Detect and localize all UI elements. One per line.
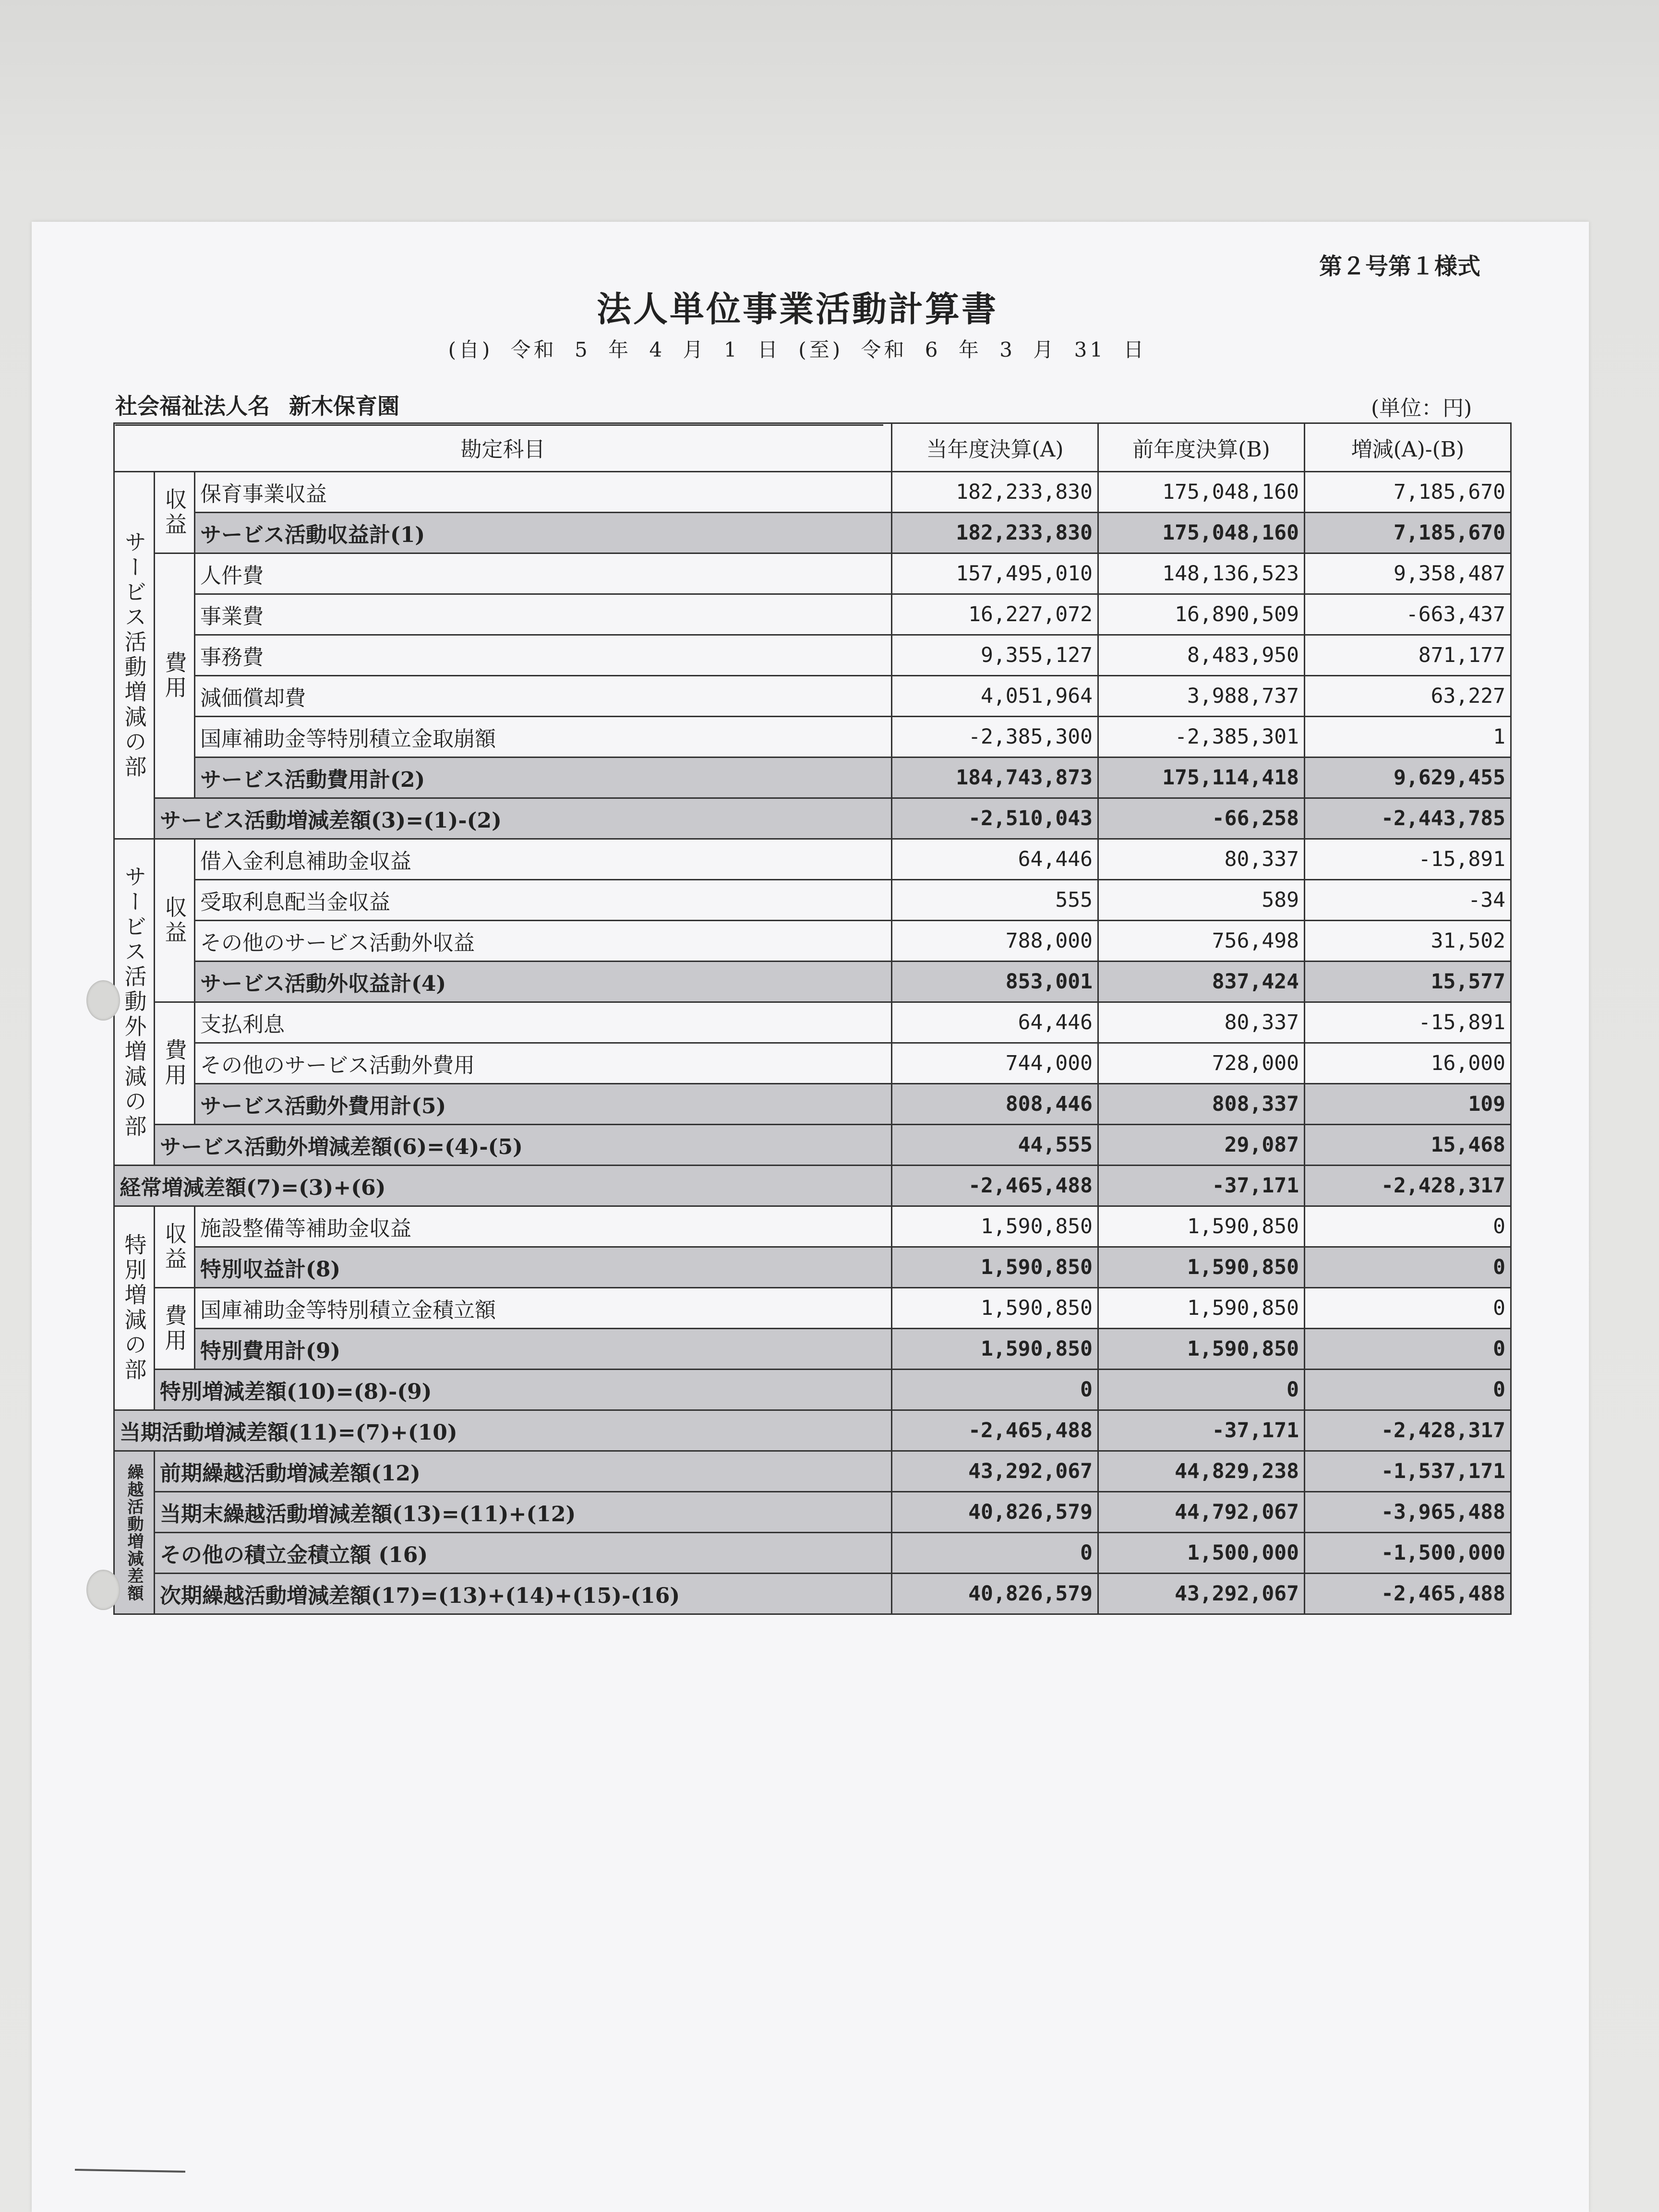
table-row <box>114 635 1511 676</box>
row-label: 支払利息 <box>195 1002 892 1043</box>
value-current: 44,555 <box>892 1125 1098 1166</box>
table-row <box>114 553 1511 594</box>
total-row <box>114 1410 1511 1451</box>
value-diff: -1,500,000 <box>1305 1533 1511 1574</box>
value-current: 184,743,873 <box>892 757 1098 798</box>
value-diff: 0 <box>1305 1206 1511 1247</box>
value-diff: 9,358,487 <box>1305 553 1511 594</box>
group-revenue: 収益 <box>155 839 195 1002</box>
value-current: 16,227,072 <box>892 594 1098 635</box>
row-label: その他のサービス活動外収益 <box>195 921 892 962</box>
total-row <box>114 1166 1511 1206</box>
row-label: その他のサービス活動外費用 <box>195 1043 892 1084</box>
difference-row <box>114 1370 1511 1410</box>
value-previous: 80,337 <box>1098 1002 1305 1043</box>
row-label: サービス活動外増減差額(6)=(4)-(5) <box>155 1125 892 1166</box>
value-diff: 1 <box>1305 717 1511 757</box>
signature-mark <box>75 2169 185 2173</box>
row-label: サービス活動外収益計(4) <box>195 962 892 1002</box>
carry-row <box>114 1451 1511 1492</box>
header-diff: 増減(A)-(B) <box>1305 423 1511 472</box>
document-title: 法人単位事業活動計算書 <box>596 289 998 329</box>
value-previous: 175,114,418 <box>1098 757 1305 798</box>
value-current: 64,446 <box>892 1002 1098 1043</box>
value-current: 43,292,067 <box>892 1451 1098 1492</box>
value-previous: 29,087 <box>1098 1125 1305 1166</box>
value-current: 555 <box>892 880 1098 921</box>
value-previous: 80,337 <box>1098 839 1305 880</box>
table-row <box>114 1288 1511 1329</box>
row-label: 施設整備等補助金収益 <box>195 1206 892 1247</box>
punch-hole <box>86 980 120 1021</box>
row-label: サービス活動外費用計(5) <box>195 1084 892 1125</box>
value-current: -2,385,300 <box>892 717 1098 757</box>
value-diff: 0 <box>1305 1288 1511 1329</box>
row-label: 次期繰越活動増減差額(17)=(13)+(14)+(15)-(16) <box>155 1574 892 1614</box>
value-current: 182,233,830 <box>892 513 1098 553</box>
value-previous: 148,136,523 <box>1098 553 1305 594</box>
table-row <box>114 839 1511 880</box>
value-diff: 16,000 <box>1305 1043 1511 1084</box>
row-label: サービス活動増減差額(3)=(1)-(2) <box>155 798 892 839</box>
value-diff: 63,227 <box>1305 676 1511 717</box>
value-current: -2,465,488 <box>892 1166 1098 1206</box>
value-diff: -1,537,171 <box>1305 1451 1511 1492</box>
carry-row <box>114 1492 1511 1533</box>
row-label: 借入金利息補助金収益 <box>195 839 892 880</box>
row-label: 事務費 <box>195 635 892 676</box>
row-label: サービス活動収益計(1) <box>195 513 892 553</box>
header-row <box>114 423 1511 472</box>
value-previous: 1,590,850 <box>1098 1329 1305 1370</box>
row-label: 特別費用計(9) <box>195 1329 892 1370</box>
value-diff: 109 <box>1305 1084 1511 1125</box>
statement-table <box>113 422 1512 1615</box>
value-previous: 728,000 <box>1098 1043 1305 1084</box>
value-previous: -66,258 <box>1098 798 1305 839</box>
value-diff: -663,437 <box>1305 594 1511 635</box>
difference-row <box>114 1125 1511 1166</box>
table-row <box>114 1002 1511 1043</box>
value-current: 182,233,830 <box>892 472 1098 513</box>
value-diff: 15,577 <box>1305 962 1511 1002</box>
row-label: 国庫補助金等特別積立金取崩額 <box>195 717 892 757</box>
value-diff: 31,502 <box>1305 921 1511 962</box>
value-previous: 43,292,067 <box>1098 1574 1305 1614</box>
row-label: 特別増減差額(10)=(8)-(9) <box>155 1370 892 1410</box>
value-previous: -37,171 <box>1098 1410 1305 1451</box>
section-carry: 繰越活動増減差額 <box>114 1451 155 1614</box>
value-diff: 7,185,670 <box>1305 472 1511 513</box>
form-number: 第２号第１様式 <box>1319 253 1481 280</box>
value-current: 40,826,579 <box>892 1492 1098 1533</box>
subtotal-row <box>114 1084 1511 1125</box>
row-label: 減価償却費 <box>195 676 892 717</box>
header-account: 勘定科目 <box>114 423 892 472</box>
subtotal-row <box>114 757 1511 798</box>
value-diff: -2,428,317 <box>1305 1166 1511 1206</box>
value-previous: 1,590,850 <box>1098 1288 1305 1329</box>
value-diff: 9,629,455 <box>1305 757 1511 798</box>
table-row <box>114 472 1511 513</box>
value-current: 0 <box>892 1370 1098 1410</box>
value-current: 64,446 <box>892 839 1098 880</box>
value-current: 4,051,964 <box>892 676 1098 717</box>
value-diff: 0 <box>1305 1329 1511 1370</box>
value-current: 1,590,850 <box>892 1288 1098 1329</box>
subtotal-row <box>114 962 1511 1002</box>
table-row <box>114 594 1511 635</box>
subtotal-row <box>114 1329 1511 1370</box>
value-previous: 16,890,509 <box>1098 594 1305 635</box>
corporation-label: 社会福祉法人名 <box>115 393 270 419</box>
section-non-service: サービス活動外増減の部 <box>114 839 155 1166</box>
value-previous: 8,483,950 <box>1098 635 1305 676</box>
value-previous: 1,590,850 <box>1098 1206 1305 1247</box>
value-current: 744,000 <box>892 1043 1098 1084</box>
value-diff: 7,185,670 <box>1305 513 1511 553</box>
table-row <box>114 717 1511 757</box>
value-diff: -2,465,488 <box>1305 1574 1511 1614</box>
row-label: サービス活動費用計(2) <box>195 757 892 798</box>
row-label: 保育事業収益 <box>195 472 892 513</box>
value-diff: -34 <box>1305 880 1511 921</box>
row-label: 経常増減差額(7)=(3)+(6) <box>114 1166 892 1206</box>
value-diff: 0 <box>1305 1370 1511 1410</box>
carry-row <box>114 1574 1511 1614</box>
value-current: 157,495,010 <box>892 553 1098 594</box>
value-previous: -2,385,301 <box>1098 717 1305 757</box>
value-previous: 756,498 <box>1098 921 1305 962</box>
value-previous: 1,590,850 <box>1098 1247 1305 1288</box>
row-label: 国庫補助金等特別積立金積立額 <box>195 1288 892 1329</box>
value-current: -2,510,043 <box>892 798 1098 839</box>
group-revenue: 収益 <box>155 1206 195 1288</box>
table-row <box>114 1206 1511 1247</box>
group-expense: 費用 <box>155 1002 195 1125</box>
value-previous: 175,048,160 <box>1098 472 1305 513</box>
subtotal-row <box>114 513 1511 553</box>
value-diff: 871,177 <box>1305 635 1511 676</box>
section-special: 特別増減の部 <box>114 1206 155 1410</box>
table-row <box>114 880 1511 921</box>
value-diff: -2,443,785 <box>1305 798 1511 839</box>
value-previous: 175,048,160 <box>1098 513 1305 553</box>
value-previous: 1,500,000 <box>1098 1533 1305 1574</box>
corporation-line <box>115 389 883 426</box>
row-label: 当期末繰越活動増減差額(13)=(11)+(12) <box>155 1492 892 1533</box>
value-previous: 3,988,737 <box>1098 676 1305 717</box>
value-diff: -15,891 <box>1305 1002 1511 1043</box>
difference-row <box>114 798 1511 839</box>
table-row <box>114 676 1511 717</box>
value-diff: 0 <box>1305 1247 1511 1288</box>
carry-row <box>114 1533 1511 1574</box>
table-row <box>114 921 1511 962</box>
table-row <box>114 1043 1511 1084</box>
value-previous: 0 <box>1098 1370 1305 1410</box>
value-current: 808,446 <box>892 1084 1098 1125</box>
group-expense: 費用 <box>155 1288 195 1370</box>
document-page <box>32 222 1589 2212</box>
row-label: その他の積立金積立額 (16) <box>155 1533 892 1574</box>
section-service: サービス活動増減の部 <box>114 472 155 839</box>
header-current: 当年度決算(A) <box>892 423 1098 472</box>
subtotal-row <box>114 1247 1511 1288</box>
value-current: 40,826,579 <box>892 1574 1098 1614</box>
corporation-name: 新木保育園 <box>289 393 399 419</box>
value-previous: 837,424 <box>1098 962 1305 1002</box>
value-current: 853,001 <box>892 962 1098 1002</box>
value-current: 1,590,850 <box>892 1329 1098 1370</box>
punch-hole <box>86 1570 120 1610</box>
value-previous: -37,171 <box>1098 1166 1305 1206</box>
value-current: 1,590,850 <box>892 1247 1098 1288</box>
value-current: 1,590,850 <box>892 1206 1098 1247</box>
value-current: 9,355,127 <box>892 635 1098 676</box>
value-diff: -15,891 <box>1305 839 1511 880</box>
value-diff: -3,965,488 <box>1305 1492 1511 1533</box>
value-previous: 808,337 <box>1098 1084 1305 1125</box>
value-diff: 15,468 <box>1305 1125 1511 1166</box>
value-previous: 44,792,067 <box>1098 1492 1305 1533</box>
group-expense: 費用 <box>155 553 195 798</box>
value-current: 788,000 <box>892 921 1098 962</box>
row-label: 受取利息配当金収益 <box>195 880 892 921</box>
group-revenue: 収益 <box>155 472 195 553</box>
fiscal-period: (自) 令和 5 年 4 月 1 日 (至) 令和 6 年 3 月 31 日 <box>448 338 1147 361</box>
value-current: -2,465,488 <box>892 1410 1098 1451</box>
row-label: 事業費 <box>195 594 892 635</box>
value-previous: 44,829,238 <box>1098 1451 1305 1492</box>
value-previous: 589 <box>1098 880 1305 921</box>
header-previous: 前年度決算(B) <box>1098 423 1305 472</box>
row-label: 人件費 <box>195 553 892 594</box>
row-label: 当期活動増減差額(11)=(7)+(10) <box>114 1410 892 1451</box>
row-label: 特別収益計(8) <box>195 1247 892 1288</box>
value-diff: -2,428,317 <box>1305 1410 1511 1451</box>
value-current: 0 <box>892 1533 1098 1574</box>
unit-label: (単位：円) <box>1371 396 1472 421</box>
row-label: 前期繰越活動増減差額(12) <box>155 1451 892 1492</box>
